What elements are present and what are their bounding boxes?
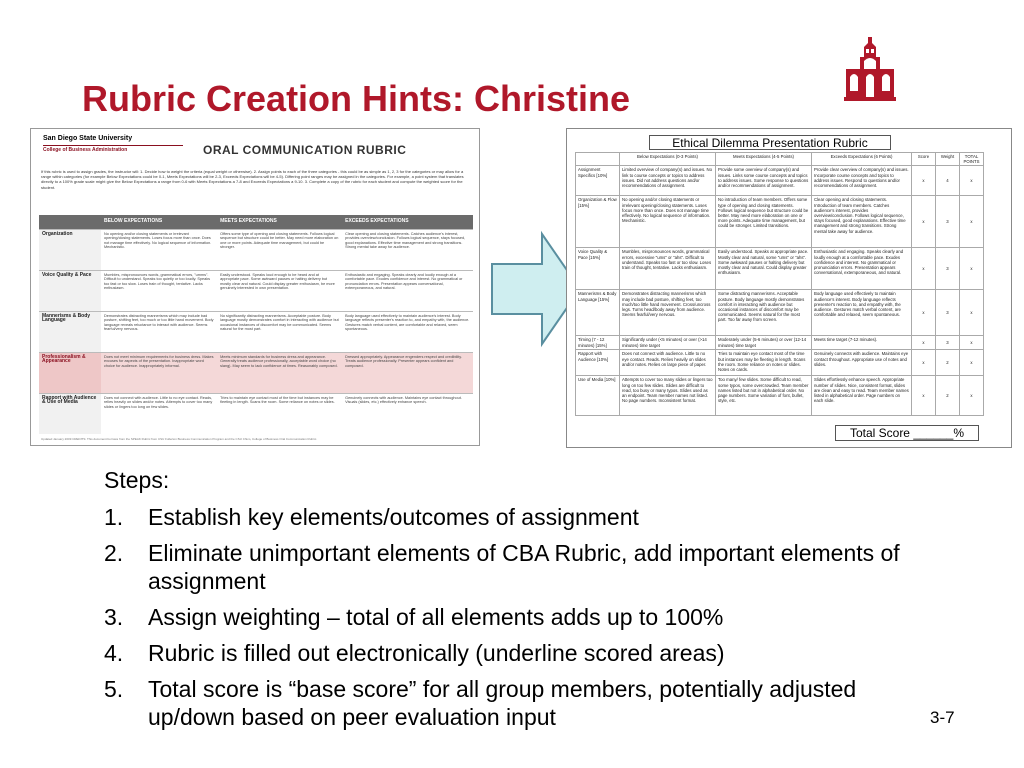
below-cell: Mumbles, mispronounces words, grammatical errors, "umms". Difficult to understand. Speaks too quietly or too loudly. Speaks too fast or too slow. Loses train of thought, tentative. Lacks enthusiasm. [101,270,217,311]
step-text: Assign weighting – total of all elements adds up to 100% [148,604,724,630]
category-cell: Mannerisms & Body Language [15%] [576,290,620,336]
category-cell: Voice Quality & Pace [15%] [576,248,620,290]
meets-cell: Offers some type of opening and closing statements. Follows logical sequence but structure could be better. May need more elaboration on one or more points. Adequate time management, but could be stronger. [217,229,342,270]
table-row [39,393,473,434]
total-cell: x [960,166,984,196]
header-cell: BELOW EXPECTATIONS [101,215,217,229]
weight-cell: 3 [936,248,960,290]
total-cell: x [960,336,984,350]
table-header-row [39,215,473,229]
total-score-box: Total Score ______% [835,425,979,441]
sdsu-tower-logo [840,35,900,103]
rubric-instructions: If this rubric is used to assign grades, the instructor will: 1. Decide how to weight the criteria (equal weight or otherwise). 2. Assign points to each of the three categories - this could be as simple as 1, 2, 3 for the categories or may allow for a range within categories (for example Below Expectations could be 0-1, Meets Expectations will be 2-3, Exceeds Expectations will be 4-5). Differing point ranges may be assigned in the categories. For example, a point system that translates directly to a 100% grade scale might give the Below Expectations a range from 0-6 with Meets Expectations a 7-8 and Exceeds Expectations a 9-10. 3. Complete a copy of the rubric for each student and compute the weighted score for the student. [41,169,464,190]
rubric-title: ORAL COMMUNICATION RUBRIC [203,143,407,157]
step-number: 5. [104,676,124,702]
category-cell: Rapport with Audience & Use of Media [39,393,101,434]
rubric-footer: Updated January 2009 CREDITS: This document borrows from the SPEAK Rubric from CSU Fullerton Business Communication Program and the CSU Chico, College of Business Oral Communication Rubric. [41,437,318,441]
college-name: College of Business Administration [43,145,183,153]
below-cell: Does not connect with audience. Little to no eye contact. Reads. Relies heavily on slides and/or notes. Relies on large piece of paper. [620,350,716,376]
below-cell: Demonstrates distracting mannerisms which may include bad posture, shifting feet, too much or too little hand movement. Body language reveals reluctance to interact with audience. Seems fearful/very nervous. [101,311,217,352]
step-number: 3. [104,604,124,630]
exceeds-cell: Genuinely connects with audience. Maintains eye contact throughout. Visuals (slides, etc.) effectively enhance speech. [342,393,473,434]
table-row [576,290,984,336]
table-row [39,270,473,311]
oral-communication-rubric-image [30,128,480,446]
table-row [576,350,984,376]
header-cell: EXCEEDS EXPECTATIONS [342,215,473,229]
below-cell: No opening and/or closing statements or irrelevant opening/closing statements. Loses focus more than once. Does not manage time effectively. No logical sequence of information. Mechanistic. [101,229,217,270]
step-number: 4. [104,640,124,666]
step-item [104,675,934,731]
category-cell: Use of Media [10%] [576,376,620,416]
meets-cell: Moderately under (5-6 minutes) or over (12-14 minutes) time target [716,336,812,350]
header-cell: Exceeds Expectations (6 Points) [812,153,912,166]
header-cell [576,153,620,166]
category-cell: Timing (7 - 12 minutes) [15%] [576,336,620,350]
category-cell: Rapport with Audience [10%] [576,350,620,376]
score-cell: x [912,196,936,248]
steps-list [104,503,934,739]
below-cell: Does not meet minimum requirements for business dress. Makes excuses for aspects of the presentation. Inappropriate word choice for audience. Inappropriately informal. [101,352,217,393]
meets-cell: Too many/ few slides. Some difficult to read, some typos, some overcrowded. Team member names listed but not in alphabetical order. No page numbers. Some variation of font, bullet, style, etc. [716,376,812,416]
score-cell: x [912,248,936,290]
exceeds-cell: Meets time target (7-12 minutes). [812,336,912,350]
table-row [576,376,984,416]
weight-cell: 2 [936,350,960,376]
score-cell: x [912,376,936,416]
below-cell: Demonstrates distracting mannerisms which may include bad posture, shifting feet, too much/too little hand movement. Cross/uncross legs. Turns head/body away from audience. Seems fearful/very nervous. [620,290,716,336]
exceeds-cell: Clear opening and closing statements. Introduction of team members. Catches audience's interest, provides overview/conclusion. Follows logical sequence, stays focused, good explanations. Effective time management and strong transitions. Strong mental take away for audience. [812,196,912,248]
meets-cell: No significantly distracting mannerisms. Acceptable posture. Body language mostly demonstrates comfort in interacting with audience but occasional instances of discomfort may be communicated. Seems natural for the most part. [217,311,342,352]
weight-cell: 2 [936,376,960,416]
steps-label: Steps: [104,467,170,493]
meets-cell: Some distracting mannerisms. Acceptable posture. Body language mostly demonstrates comfort in interacting with audience but occasional instances of discomfort may be communicated. Seems natural for the most part. Too far away from screen. [716,290,812,336]
weight-cell: 3 [936,336,960,350]
exceeds-cell: Enthusiastic and engaging. Speaks clearly and loudly enough at a comfortable pace. Exudes confidence and interest. No grammatical or pronunciation errors. Presentation appears conversational, extemporaneous, and natural. [342,270,473,311]
exceeds-cell: Genuinely connects with audience. Maintains eye contact throughout. Appropriate use of notes and slides. [812,350,912,376]
weight-cell: 3 [936,290,960,336]
university-name: San Diego State University [43,135,133,142]
exceeds-cell: Enthusiastic and engaging. Speaks clearly and loudly enough at a comfortable pace. Exudes confidence and interest. No grammatical or pronunciation errors. Presentation appears conversational, extemporaneous, and natural. [812,248,912,290]
category-cell: Mannerisms & Body Language [39,311,101,352]
exceeds-cell: Clear opening and closing statements. Catches audience's interest, provides overview/conclusion. Follows logical sequence, stays focused, good explanations. Effective time management and strong transitions. Strong mental take away for audience. [342,229,473,270]
ethical-rubric-title: Ethical Dilemma Presentation Rubric [649,135,891,150]
exceeds-cell: Body language used effectively to maintain audience's interest. Body language reflects presenter's reaction to, and empathy with, the audience. Gestures match verbal content, are comfortable and relaxed, seem spontaneous. [812,290,912,336]
header-cell: Below Expectations (0-3 Points) [620,153,716,166]
category-cell: Voice Quality & Pace [39,270,101,311]
total-cell: x [960,376,984,416]
exceeds-cell: Slides effortlessly enhance speech. Appropriate number of slides. Nice, consistent format, slides are clean and easy to read. Team member names listed in alphabetical order. Page numbers on each slide. [812,376,912,416]
total-cell: x [960,290,984,336]
ethical-dilemma-rubric-image [566,128,1012,448]
below-cell: Does not connect with audience. Little to no eye contact. Reads, relies heavily on slides and/or notes. Attempts to cover too many slides or lingers too long on few slides. [101,393,217,434]
total-cell: x [960,248,984,290]
table-row [576,196,984,248]
step-number: 1. [104,504,124,530]
table-row [39,229,473,270]
category-cell: Professionalism & Appearance [39,352,101,393]
total-cell: x [960,350,984,376]
score-cell: x [912,336,936,350]
header-cell: Meets Expectations (4-5 Points) [716,153,812,166]
below-cell: Significantly under (<5 minutes) or over (>14 minutes) time target [620,336,716,350]
step-item [104,503,934,531]
step-number: 2. [104,540,124,566]
meets-cell: Provide some overview of company(s) and issues. Links some course concepts and topics to address issues. Some response to questions and/or recommendations of assignment. [716,166,812,196]
below-cell: Mumbles, mispronounces words, grammatical errors, excessive "ums" or "ahs". Difficult to understand. Speaks too fast or too slow. Loses train of thought, tentative. Lacks enthusiasm. [620,248,716,290]
category-cell: Organization [39,229,101,270]
below-cell: No opening and/or closing statements or irrelevant opening/closing statements. Loses focus more than once. Does not manage time effectively. No logical sequence of information. Mechanistic. [620,196,716,248]
exceeds-cell: Body language used effectively to maintain audience's interest. Body language reflects presenter's reaction to, and empathy with, the audience. Gestures match verbal content, are comfortable and relaxed, seem spontaneous. [342,311,473,352]
ethical-rubric-table [575,152,984,416]
meets-cell: Tries to maintain eye contact most of the time but instances may be fleeting in length. Scans the room. Some reliance on notes or slides. Notes on cards. [716,350,812,376]
step-text: Rubric is filled out electronically (underline scored areas) [148,640,725,666]
meets-cell: No introduction of team members. Offers some type of opening and closing statements. Follows logical sequence but structure could be better. May need more elaboration on one or more points. Adequate time management, but could be stronger. Limited transitions. [716,196,812,248]
below-cell: Attempts to cover too many slides or lingers too long on too few slides. Slides are difficult to read, too busy or many typos. Slides used as an endpoint. Team member names not listed. No page numbers. Inconsistent format. [620,376,716,416]
category-cell: Assignment Specifics [10%] [576,166,620,196]
header-cell: Score [912,153,936,166]
slide-title: Rubric Creation Hints: Christine [82,78,631,119]
sdsu-header [43,135,183,153]
score-cell: x [912,166,936,196]
category-cell: Organization & Flow [15%] [576,196,620,248]
score-cell: x [912,290,936,336]
exceeds-cell: Provide clear overview of company(s) and issues. Incorporate course concepts and topics to address issues. Respond to questions and/or recommendations of assignment. [812,166,912,196]
meets-cell: Tries to maintain eye contact most of the time but instances may be fleeting in length. Scans the room. Some reliance on notes or slides. [217,393,342,434]
step-text: Total score is “base score” for all group members, potentially adjusted up/down based on peer evaluation input [148,676,857,730]
total-cell: x [960,196,984,248]
meets-cell: Easily understood. Speaks loud enough to be heard and at appropriate pace. Some awkward pauses or halting delivery but mostly clear and natural. Could display greater enthusiasm, be more genuinely interested in own presentation. [217,270,342,311]
step-item [104,539,934,595]
meets-cell: Meets minimum standards for business dress and appearance. Generally treats audience professionally, acceptable word choice (no slang). May seem to lack confidence at times. Reasonably composed. [217,352,342,393]
score-cell: x [912,350,936,376]
meets-cell: Easily understood. Speaks at appropriate pace. Mostly clear and natural, some "ums" or "ahs". Some awkward pauses or halting delivery but mostly clear and natural. Could display greater enthusiasm. [716,248,812,290]
weight-cell: 3 [936,196,960,248]
weight-cell: 4 [936,166,960,196]
table-row [576,336,984,350]
table-row [576,166,984,196]
exceeds-cell: Dressed appropriately. Appearance engenders respect and credibility. Treats audience professionally. Presenter appears confident and composed. [342,352,473,393]
oral-rubric-table [39,215,473,434]
header-cell [39,215,101,229]
table-row [576,248,984,290]
table-row-highlighted [39,352,473,393]
step-item [104,639,934,667]
header-cell: Weight [936,153,960,166]
step-item [104,603,934,631]
table-row [39,311,473,352]
below-cell: Limited overview of company(s) and issues. No link to course concepts or topics to address issues. Did not address questions and/or recommendations of assignment. [620,166,716,196]
step-text: Establish key elements/outcomes of assignment [148,504,639,530]
table-header-row [576,153,984,166]
page-number: 3-7 [930,708,955,727]
step-text: Eliminate unimportant elements of CBA Rubric, add important elements of assignment [148,540,900,594]
header-cell: TOTAL POINTS [960,153,984,166]
header-cell: MEETS EXPECTATIONS [217,215,342,229]
